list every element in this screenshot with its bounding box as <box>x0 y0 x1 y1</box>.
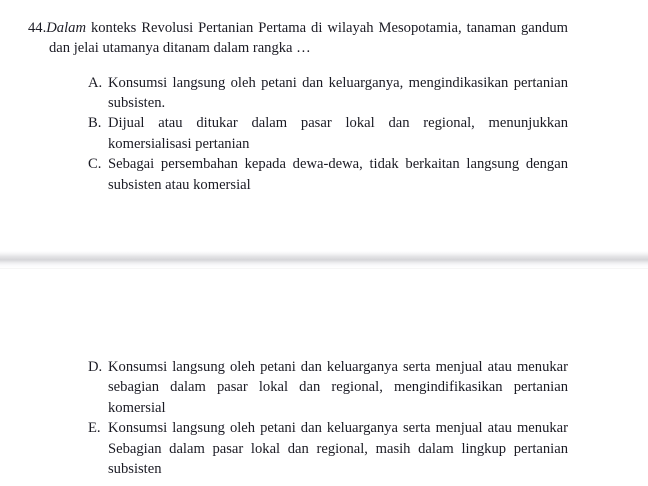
answer-option-e-letter: E. <box>88 420 101 437</box>
answer-option-e[interactable] <box>28 418 568 479</box>
answer-option-d-letter: D. <box>88 359 103 375</box>
answer-option-b-text: Dijual atau ditukar dalam pasar lokal dan regional, menunjukkan komersialisasi pertanian <box>108 115 568 152</box>
question-stem-body: konteks Revolusi Pertanian Pertama di wilayah Mesopotamia, tanaman gandum dan jelai utamanya ditanam dalam rangka … <box>49 19 568 56</box>
answer-option-a[interactable] <box>28 73 568 114</box>
answer-options-page-one <box>28 73 568 195</box>
answer-option-c-text: Sebagai persembahan kepada dewa-dewa, tidak berkaitan langsung dengan subsisten atau komersial <box>108 156 568 193</box>
page-break-hairline <box>0 268 648 269</box>
answer-option-e-text: Konsumsi langsung oleh petani dan keluarganya serta menjual atau menukar Sebagian dalam pasar lokal dan regional, masih dalam lingkup pertanian subsisten <box>108 420 568 478</box>
answer-option-d[interactable] <box>28 357 568 418</box>
answer-options-page-two <box>28 357 568 479</box>
answer-option-d-text: Konsumsi langsung oleh petani dan keluarganya serta menjual atau menukar sebagian dalam pasar lokal dan regional, mengindifikasikan pertanian komersial <box>108 359 568 416</box>
question-stem-italic-lead: Dalam <box>46 19 86 36</box>
answer-option-a-text: Konsumsi langsung oleh petani dan keluarganya, mengindikasikan pertanian subsisten. <box>108 74 568 111</box>
answer-option-c-letter: C. <box>88 156 102 173</box>
answer-option-b-letter: B. <box>88 115 102 132</box>
question-number: 44. <box>28 19 47 36</box>
page-fragment-bottom <box>28 357 568 479</box>
page-break-seam <box>0 251 648 268</box>
answer-option-b[interactable] <box>28 113 568 154</box>
question-stem <box>28 18 568 58</box>
answer-option-a-letter: A. <box>88 74 103 91</box>
question-44 <box>28 3 568 195</box>
answer-option-c[interactable] <box>28 154 568 195</box>
